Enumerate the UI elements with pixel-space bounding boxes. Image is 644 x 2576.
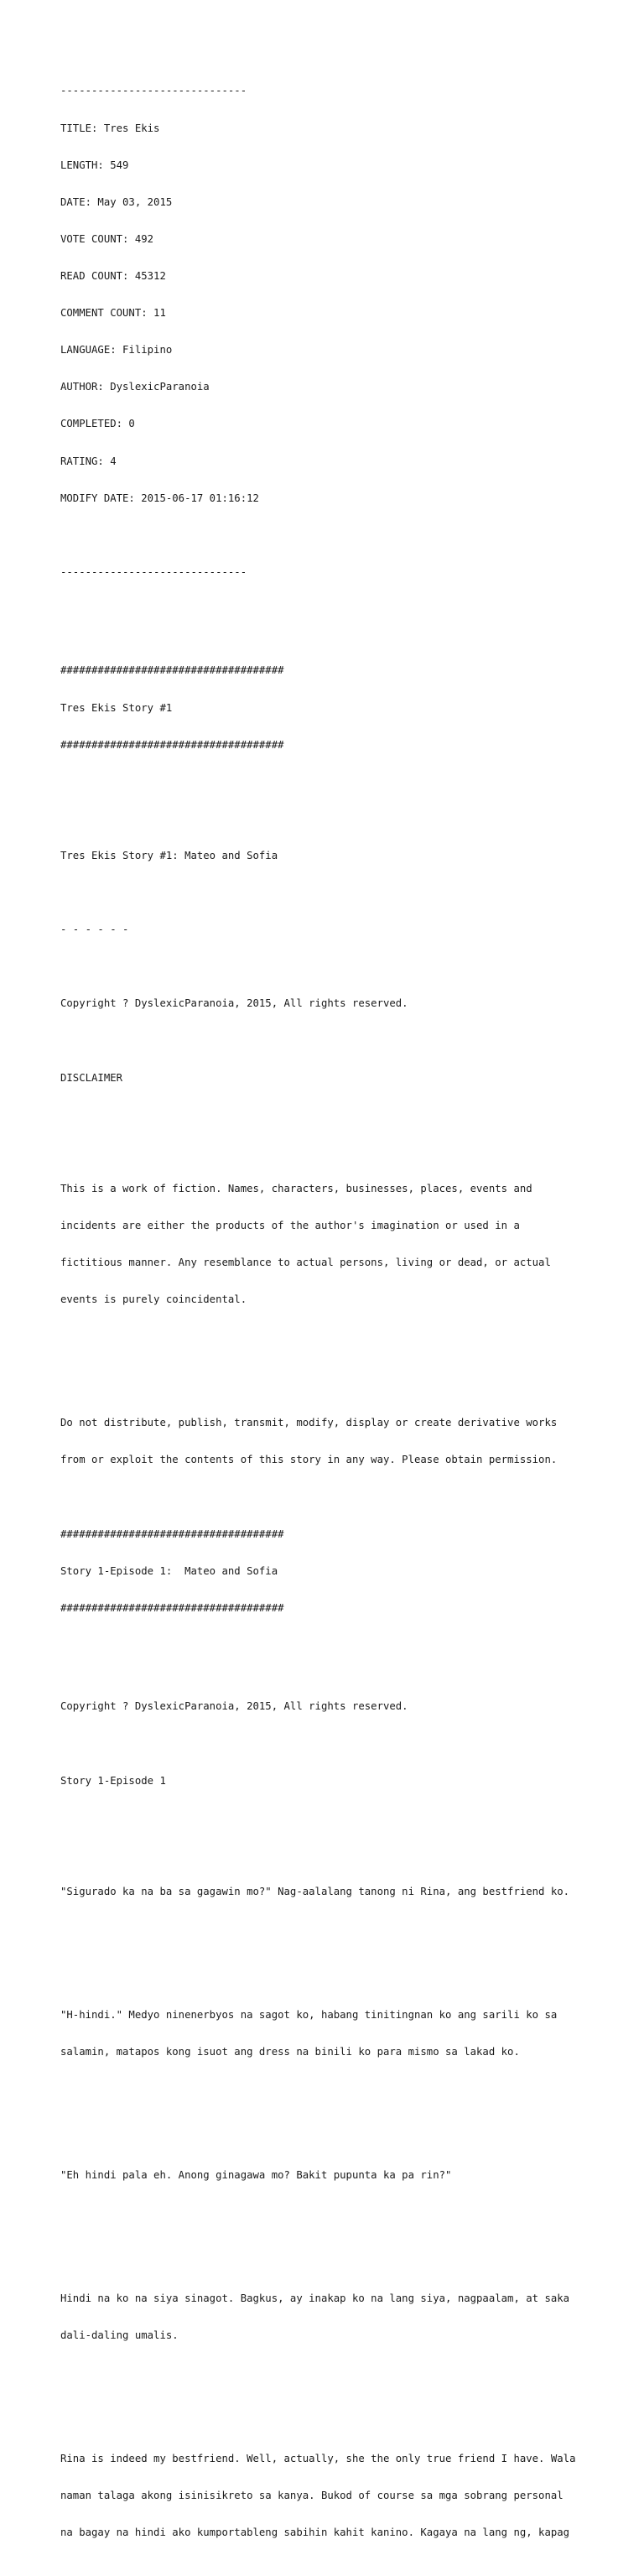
story-paragraph	[60, 1860, 597, 1923]
metadata-read-count: READ COUNT: 45312	[60, 269, 166, 282]
text-line: salamin, matapos kong isuot ang dress na binili ko para mismo sa lakad ko.	[60, 2046, 520, 2058]
hash-rule: ####################################	[60, 1527, 284, 1540]
text-line: naman talaga akong isinisikreto sa kanya. Bukod of course sa mga sobrang personal	[60, 2490, 564, 2502]
metadata-length: LENGTH: 549	[60, 159, 129, 171]
text-line: incidents are either the products of the author's imagination or used in a	[60, 1219, 520, 1231]
text-line: Hindi na ko na siya sinagot. Bagkus, ay inakap ko na lang siya, nagpaalam, at saka	[60, 2292, 570, 2305]
metadata-rating: RATING: 4	[60, 455, 117, 467]
text-line: na bagay na hindi ako kumportableng sabihin kahit kanino. Kagaya na lang ng, kapag	[60, 2527, 570, 2539]
disclaimer-heading: DISCLAIMER	[60, 1071, 123, 1084]
story-paragraph	[60, 1985, 597, 2084]
metadata-rule-top: ------------------------------	[60, 85, 247, 97]
copyright-notice: Copyright ? DyslexicParanoia, 2015, All rights reserved.	[60, 997, 408, 1010]
disclaimer-paragraph-1	[60, 1158, 597, 1330]
episode-header: Story 1-Episode 1: Mateo and Sofia	[60, 1564, 278, 1577]
text-line: dali-daling umalis.	[60, 2329, 179, 2342]
text-line: Do not distribute, publish, transmit, modify, display or create derivative works	[60, 1417, 558, 1429]
story-header: Tres Ekis Story #1	[60, 701, 173, 714]
metadata-language: LANGUAGE: Filipino	[60, 344, 173, 356]
metadata-modify-date: MODIFY DATE: 2015-06-17 01:16:12	[60, 492, 259, 504]
text-line: This is a work of fiction. Names, characters, businesses, places, events and	[60, 1182, 532, 1194]
text-line: "H-hindi." Medyo ninenerbyos na sagot ko, habang tinitingnan ko ang sarili ko sa	[60, 2008, 558, 2021]
text-line: from or exploit the contents of this story in any way. Please obtain permission.	[60, 1454, 558, 1466]
metadata-completed: COMPLETED: 0	[60, 418, 135, 430]
story-paragraph	[60, 2145, 597, 2207]
metadata-author: AUTHOR: DyslexicParanoia	[60, 381, 210, 393]
disclaimer-paragraph-2	[60, 1392, 597, 1491]
story-paragraph	[60, 2268, 597, 2367]
metadata-title: TITLE: Tres Ekis	[60, 122, 160, 134]
metadata-rule-bottom: ------------------------------	[60, 565, 247, 578]
text-line: fictitious manner. Any resemblance to actual persons, living or dead, or actual	[60, 1257, 551, 1269]
text-line: events is purely coincidental.	[60, 1293, 247, 1306]
metadata-comment-count: COMMENT COUNT: 11	[60, 307, 166, 320]
story-title: Tres Ekis Story #1: Mateo and Sofia	[60, 849, 278, 861]
text-line: "Sigurado ka na ba sa gagawin mo?" Nag-aalalang tanong ni Rina, ang bestfriend ko.	[60, 1885, 570, 1897]
hash-rule: ####################################	[60, 1601, 284, 1614]
story-paragraph	[60, 2428, 597, 2564]
text-line: Rina is indeed my bestfriend. Well, actually, she the only true friend I have. Wala	[60, 2453, 576, 2465]
metadata-date: DATE: May 03, 2015	[60, 195, 173, 208]
document-page	[60, 60, 597, 2576]
hash-rule: ####################################	[60, 664, 284, 677]
episode-label: Story 1-Episode 1	[60, 1774, 166, 1787]
copyright-notice: Copyright ? DyslexicParanoia, 2015, All rights reserved.	[60, 1700, 408, 1713]
hash-rule: ####################################	[60, 738, 284, 751]
metadata-vote-count: VOTE COUNT: 492	[60, 232, 154, 245]
text-line: "Eh hindi pala eh. Anong ginagawa mo? Bakit pupunta ka pa rin?"	[60, 2169, 452, 2182]
dash-separator: - - - - - -	[60, 924, 129, 936]
